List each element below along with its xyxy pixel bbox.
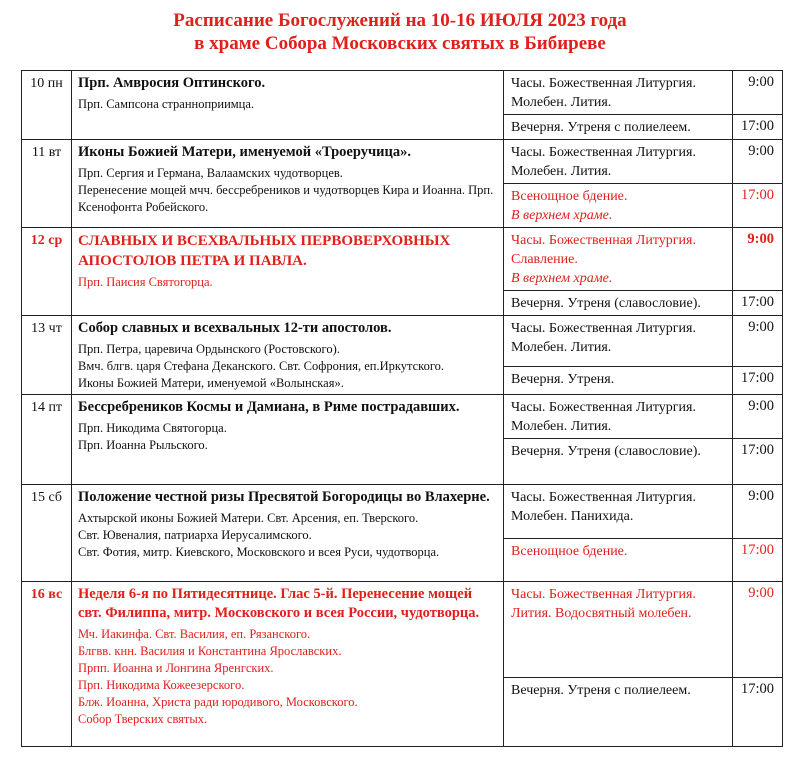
service-time: 9:00 bbox=[733, 395, 783, 439]
day-row bbox=[22, 316, 783, 367]
service-cell: Часы. Божественная Литургия. Лития. Водосвятный молебен. bbox=[504, 582, 733, 678]
service-cell: Часы. Божественная Литургия. Молебен. Панихида. bbox=[504, 485, 733, 539]
service-time: 9:00 bbox=[733, 140, 783, 184]
day-label: 13 чт bbox=[22, 316, 72, 395]
service-time: 17:00 bbox=[733, 439, 783, 485]
feast-minor: Прп. Иоанна Рыльского. bbox=[78, 438, 208, 452]
feast-main: Прп. Амвросия Оптинского. bbox=[78, 75, 266, 91]
service-cell: Вечерня. Утреня с полиелеем. bbox=[504, 678, 733, 747]
service-time: 9:00 bbox=[733, 228, 783, 291]
feast-minor: Прп. Сампсона странноприимца. bbox=[78, 97, 255, 111]
schedule-subtitle: в храме Собора Московских святых в Бибиреве bbox=[194, 33, 606, 54]
feast-minor: Прп. Петра, царевича Ордынского (Ростовского). bbox=[78, 342, 340, 356]
day-row bbox=[22, 140, 783, 184]
service-cell: Часы. Божественная Литургия. Молебен. Лития. bbox=[504, 316, 733, 367]
feast-minor: Вмч. блгв. царя Стефана Деканского. Свт. Софрония, еп.Иркутского. bbox=[78, 359, 445, 373]
feast-main: Собор славных и всехвальных 12-ти апостолов. bbox=[78, 320, 392, 336]
feast-minor: Собор Тверских святых. bbox=[78, 712, 208, 726]
feast-main: Иконы Божией Матери, именуемой «Троеручица». bbox=[78, 144, 411, 160]
feast-minor: Прпп. Иоанна и Лонгина Яренгских. bbox=[78, 661, 274, 675]
day-label: 12 ср bbox=[22, 228, 72, 316]
day-label: 15 сб bbox=[22, 485, 72, 582]
service-time: 17:00 bbox=[733, 115, 783, 140]
service-time: 17:00 bbox=[733, 291, 783, 316]
service-time: 17:00 bbox=[733, 184, 783, 228]
day-label: 10 пн bbox=[22, 71, 72, 140]
feast-minor: Прп. Никодима Кожеезерского. bbox=[78, 678, 245, 692]
feast-minor: Свт. Ювеналия, патриарха Иерусалимского. bbox=[78, 528, 312, 542]
feast-main: Неделя 6-я по Пятидесятнице. Глас 5-й. Перенесение мощей свт. Филиппа, митр. Московского и всея России, чудотворца. bbox=[78, 586, 480, 621]
feast-cell bbox=[72, 140, 504, 228]
day-row bbox=[22, 485, 783, 539]
feast-cell bbox=[72, 485, 504, 582]
service-cell: Часы. Божественная Литургия. Молебен. Лития. bbox=[504, 395, 733, 439]
service-time: 9:00 bbox=[733, 71, 783, 115]
feast-cell bbox=[72, 316, 504, 395]
day-label: 14 пт bbox=[22, 395, 72, 485]
service-note: В верхнем храме. bbox=[511, 271, 613, 286]
feast-minor: Прп. Никодима Святогорца. bbox=[78, 421, 227, 435]
schedule-table bbox=[21, 70, 783, 747]
feast-minor: Прп. Паисия Святогорца. bbox=[78, 275, 213, 289]
service-time: 17:00 bbox=[733, 366, 783, 394]
feast-cell bbox=[72, 395, 504, 485]
day-label: 11 вт bbox=[22, 140, 72, 228]
feast-minor: Прп. Сергия и Германа, Валаамских чудотворцев. bbox=[78, 166, 343, 180]
day-row bbox=[22, 71, 783, 115]
service-cell: Вечерня. Утреня. bbox=[504, 366, 733, 394]
feast-main: Бессребреников Космы и Дамиана, в Риме пострадавших. bbox=[78, 399, 460, 415]
service-cell: Вечерня. Утреня (славословие). bbox=[504, 291, 733, 316]
day-label: 16 вс bbox=[22, 582, 72, 747]
service-time: 9:00 bbox=[733, 582, 783, 678]
feast-cell bbox=[72, 228, 504, 316]
service-time: 9:00 bbox=[733, 316, 783, 367]
service-cell: Всенощное бдение. bbox=[504, 539, 733, 582]
day-row bbox=[22, 395, 783, 439]
day-row bbox=[22, 228, 783, 291]
feast-minor: Блгвв. кнн. Василия и Константина Ярославских. bbox=[78, 644, 342, 658]
day-row bbox=[22, 582, 783, 678]
service-time: 17:00 bbox=[733, 678, 783, 747]
service-cell bbox=[504, 228, 733, 291]
schedule-title: Расписание Богослужений на 10-16 ИЮЛЯ 2023 года bbox=[173, 10, 627, 31]
service-time: 9:00 bbox=[733, 485, 783, 539]
service-cell: Вечерня. Утреня (славословие). bbox=[504, 439, 733, 485]
service-note: В верхнем храме. bbox=[511, 208, 613, 223]
service-cell: Часы. Божественная Литургия. Молебен. Лития. bbox=[504, 71, 733, 115]
feast-minor: Блж. Иоанна, Христа ради юродивого, Московского. bbox=[78, 695, 358, 709]
feast-minor: Мч. Иакинфа. Свт. Василия, еп. Рязанского. bbox=[78, 627, 311, 641]
service-time: 17:00 bbox=[733, 539, 783, 582]
service-cell: Часы. Божественная Литургия. Молебен. Лития. bbox=[504, 140, 733, 184]
feast-minor: Свт. Фотия, митр. Киевского, Московского и всея Руси, чудотворца. bbox=[78, 545, 440, 559]
feast-minor: Иконы Божией Матери, именуемой «Волынская». bbox=[78, 376, 344, 390]
feast-main: Положение честной ризы Пресвятой Богородицы во Влахерне. bbox=[78, 489, 490, 505]
service-text: Всенощное бдение. bbox=[511, 189, 628, 204]
feast-minor: Ахтырской иконы Божией Матери. Свт. Арсения, еп. Тверского. bbox=[78, 511, 419, 525]
feast-cell bbox=[72, 71, 504, 140]
service-cell: Вечерня. Утреня с полиелеем. bbox=[504, 115, 733, 140]
service-text: Часы. Божественная Литургия. Славление. bbox=[511, 233, 696, 267]
feast-minor: Перенесение мощей мчч. бессребреников и чудотворцев Кира и Иоанна. Прп. Ксенофонта Робейского. bbox=[78, 183, 494, 214]
feast-main: СЛАВНЫХ И ВСЕХВАЛЬНЫХ ПЕРВОВЕРХОВНЫХ АПОСТОЛОВ ПЕТРА И ПАВЛА. bbox=[78, 233, 451, 269]
feast-cell bbox=[72, 582, 504, 747]
service-cell bbox=[504, 184, 733, 228]
